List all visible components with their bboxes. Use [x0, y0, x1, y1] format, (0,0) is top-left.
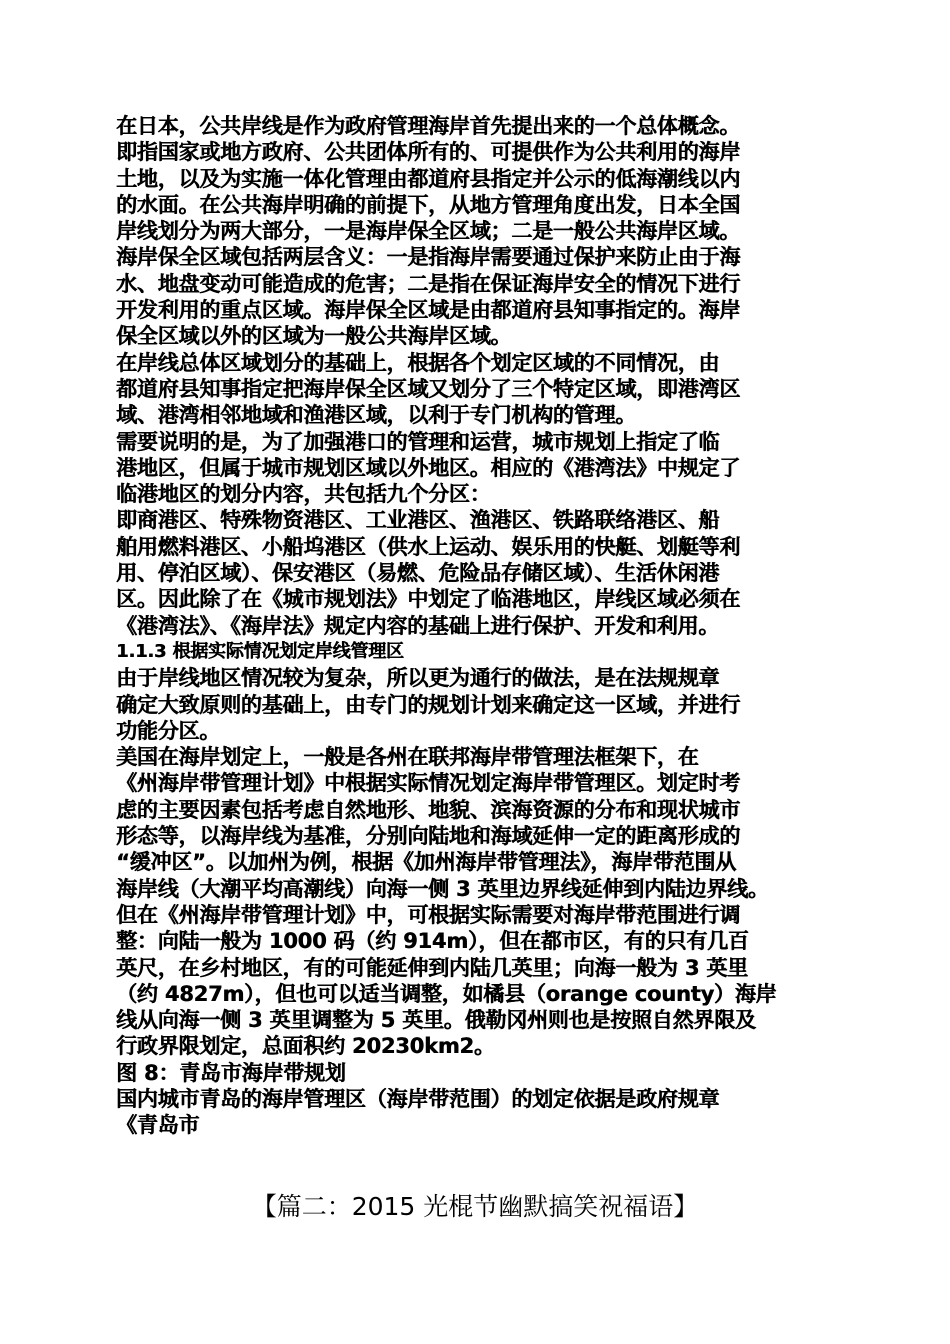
- text-line: 用、停泊区域）、保安港区（易燃、危险品存储区域）、生活休闲港: [116, 561, 719, 586]
- text-line: 水、地盘变动可能造成的危害；二是指在保证海岸安全的情况下进行: [116, 271, 740, 296]
- document-body: [116, 113, 846, 1139]
- text-line: 《州海岸带管理计划》中根据实际情况划定海岸带管理区。划定时考: [116, 771, 740, 796]
- section-heading: 1.1.3 根据实际情况划定岸线管理区: [116, 640, 404, 662]
- text-line: 线从向海一侧 3 英里调整为 5 英里。俄勒冈州则也是按照自然界限及: [116, 1008, 756, 1033]
- section-title: 【篇二：2015 光棍节幽默搞笑祝福语】: [251, 1192, 699, 1221]
- figure-caption: 图 8：青岛市海岸带规划: [116, 1060, 346, 1085]
- text-line: 需要说明的是，为了加强港口的管理和运营，城市规划上指定了临: [116, 429, 720, 454]
- text-line: 保全区域以外的区域为一般公共海岸区域。: [116, 324, 512, 349]
- text-line: 域、港湾相邻地域和渔港区域，以利于专门机构的管理。: [116, 403, 636, 428]
- text-line: 美国在海岸划定上，一般是各州在联邦海岸带管理法框架下，在: [116, 745, 699, 770]
- text-line: 在日本，公共岸线是作为政府管理海岸首先提出来的一个总体概念。: [116, 114, 740, 138]
- text-line: “缓冲区”。以加州为例，根据《加州海岸带管理法》，海岸带范围从: [116, 850, 736, 875]
- text-line: 都道府县知事指定把海岸保全区域又划分了三个特定区域，即港湾区: [116, 376, 740, 401]
- text-line: 海岸保全区域包括两层含义：一是指海岸需要通过保护来防止由于海: [116, 245, 740, 270]
- text-line: 海岸线（大潮平均高潮线）向海一侧 3 英里边界线延伸到内陆边界线。: [116, 876, 769, 901]
- text-line: 虑的主要因素包括考虑自然地形、地貌、滨海资源的分布和现状城市: [116, 797, 740, 822]
- text-line: 土地，以及为实施一体化管理由都道府县指定并公示的低海潮线以内: [116, 166, 740, 191]
- text-line: 临港地区的划分内容，共包括九个分区：: [116, 482, 491, 507]
- text-line: 的水面。在公共海岸明确的前提下，从地方管理角度出发，日本全国: [116, 192, 740, 217]
- text-line: 港地区，但属于城市规划区域以外地区。相应的《港湾法》中规定了: [116, 455, 740, 480]
- text-line: 行政界限划定，总面积约 20230km2。: [116, 1034, 495, 1059]
- text-line: 但在《州海岸带管理计划》中，可根据实际需要对海岸带范围进行调: [116, 902, 740, 927]
- text-line: 《港湾法》、《海岸法》规定内容的基础上进行保护、开发和利用。: [116, 613, 719, 638]
- text-line: 《青岛市: [116, 1113, 200, 1138]
- text-line: 开发利用的重点区域。海岸保全区域是由都道府县知事指定的。海岸: [116, 298, 740, 323]
- text-line: 舶用燃料港区、小船坞港区（供水上运动、娱乐用的快艇、划艇等利: [116, 534, 740, 559]
- text-line: 国内城市青岛的海岸管理区（海岸带范围）的划定依据是政府规章: [116, 1086, 720, 1111]
- text-line: 功能分区。: [116, 718, 220, 743]
- text-line: 确定大致原则的基础上，由专门的规划计划来确定这一区域，并进行: [116, 692, 740, 717]
- text-line: 区。因此除了在《城市规划法》中划定了临港地区，岸线区域必须在: [116, 587, 740, 612]
- text-line: 形态等，以海岸线为基准，分别向陆地和海域延伸一定的距离形成的: [116, 824, 740, 849]
- text-line: 由于岸线地区情况较为复杂，所以更为通行的做法，是在法规规章: [116, 666, 720, 691]
- text-line: 在岸线总体区域划分的基础上，根据各个划定区域的不同情况，由: [116, 350, 720, 375]
- text-line: 即商港区、特殊物资港区、工业港区、渔港区、铁路联络港区、船: [116, 508, 720, 533]
- text-line: （约 4827m），但也可以适当调整，如橘县（orange county）海岸: [116, 981, 777, 1006]
- text-line: 岸线划分为两大部分，一是海岸保全区域；二是一般公共海岸区域。: [116, 219, 740, 244]
- text-line: 整：向陆一般为 1000 码（约 914m），但在都市区，有的只有几百: [116, 929, 749, 954]
- text-line: 即指国家或地方政府、公共团体所有的、可提供作为公共利用的海岸: [116, 140, 740, 165]
- text-line: 英尺，在乡村地区，有的可能延伸到内陆几英里；向海一般为 3 英里: [116, 955, 748, 980]
